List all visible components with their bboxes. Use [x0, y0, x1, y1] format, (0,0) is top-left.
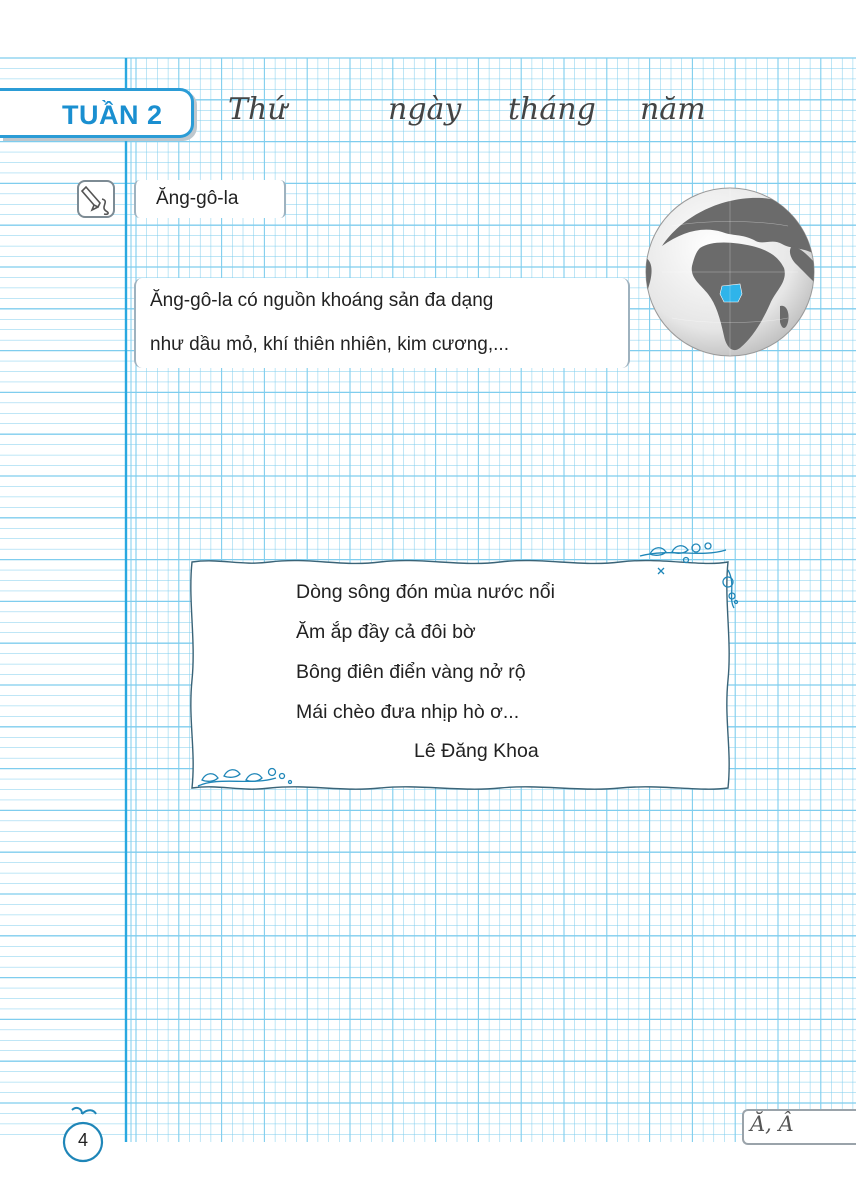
fact-line-1: Ăng-gô-la có nguồn khoáng sản đa dạng	[150, 290, 494, 311]
date-word-day: Thứ	[228, 92, 287, 127]
poem-line-4: Mái chèo đưa nhịp hò ơ...	[296, 701, 520, 723]
date-word-month: tháng	[508, 92, 596, 127]
date-word-date: ngày	[388, 92, 462, 127]
fact-line-2: như dầu mỏ, khí thiên nhiên, kim cương,...	[150, 334, 509, 355]
poem-author: Lê Đăng Khoa	[414, 740, 539, 762]
week-label: TUẦN 2	[62, 100, 163, 130]
poem-line-2: Ăm ắp đầy cả đôi bờ	[296, 621, 476, 643]
poem-line-1: Dòng sông đón mùa nước nổi	[296, 581, 555, 603]
page-number: 4	[77, 1130, 88, 1150]
pen-icon	[76, 179, 116, 219]
letter-label: Ă, Â	[750, 1112, 794, 1136]
globe-image	[642, 186, 818, 358]
lesson-title: Ăng-gô-la	[156, 188, 239, 209]
date-word-year: năm	[640, 92, 706, 127]
angola-highlight	[720, 284, 742, 302]
poem-line-3: Bông điên điển vàng nở rộ	[296, 661, 526, 683]
